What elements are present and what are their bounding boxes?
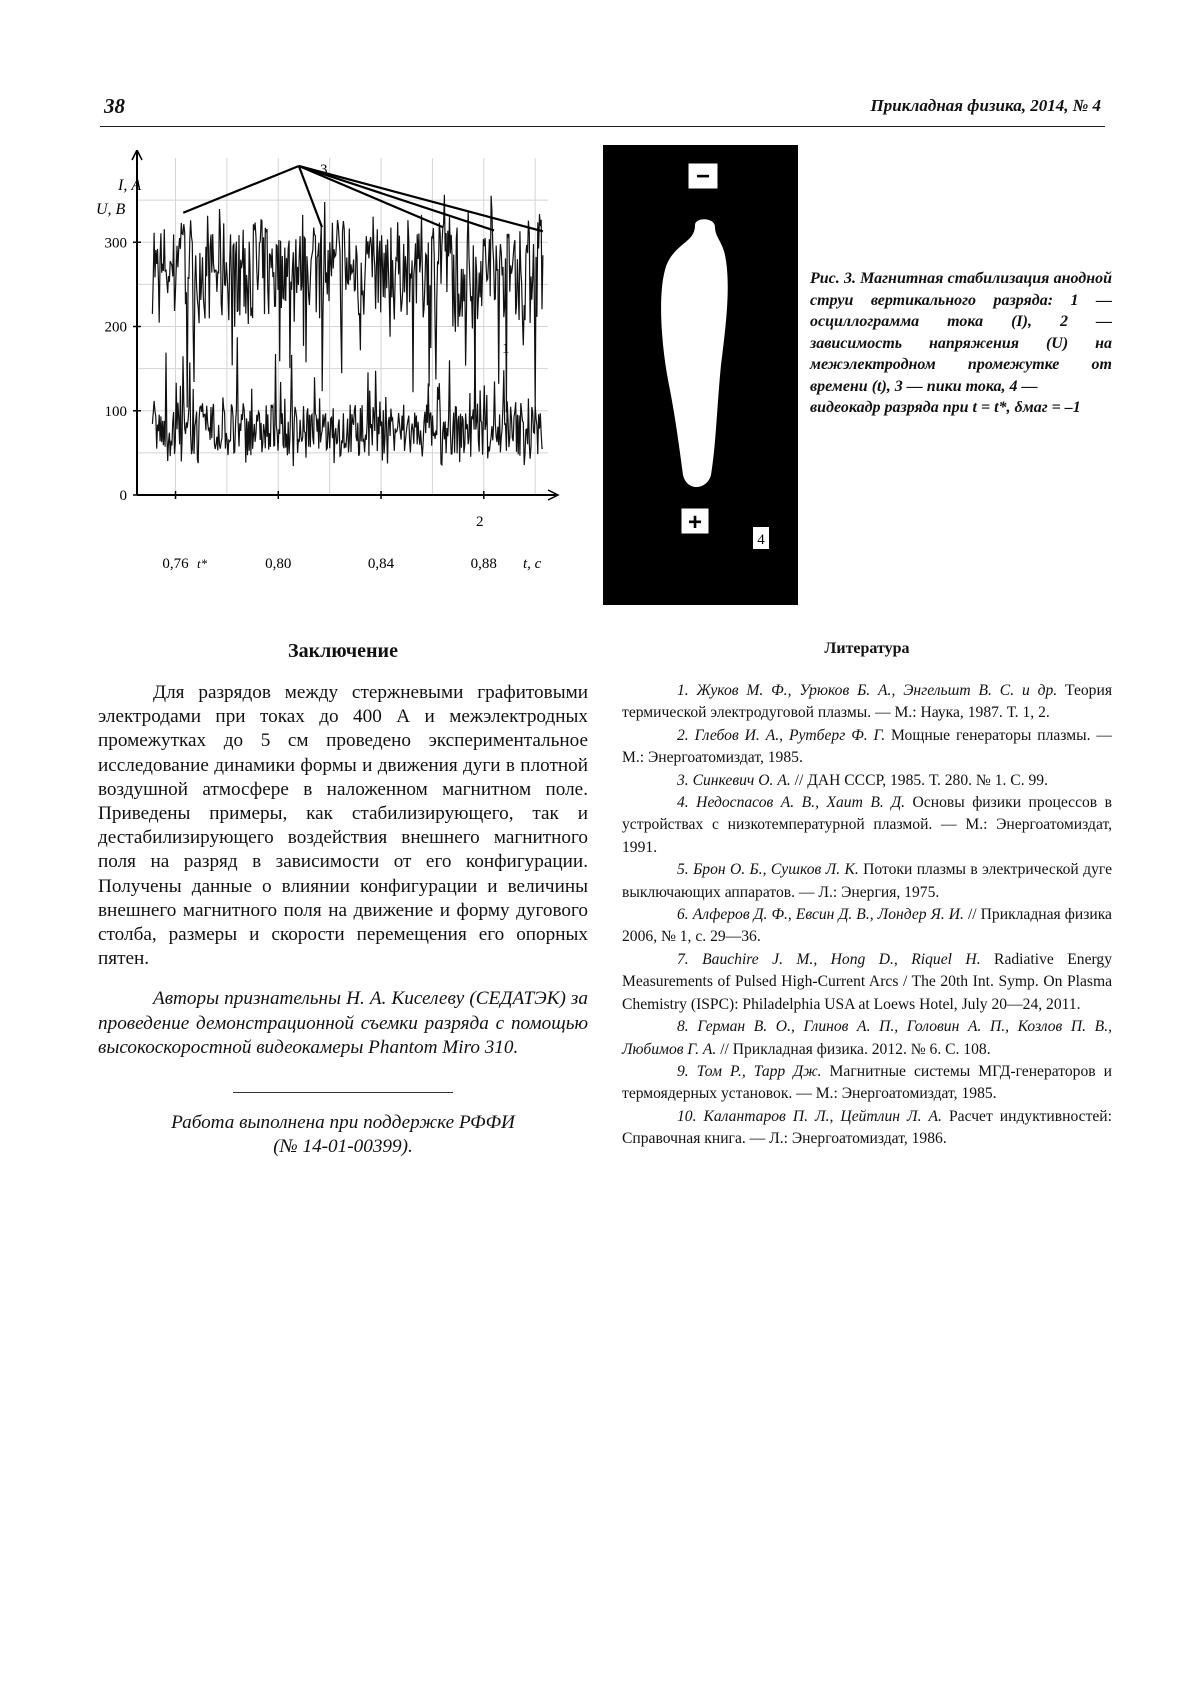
reference-authors: 4. Недоспасов А. В., Хаит В. Д.	[677, 794, 906, 812]
x-tick-label: 0,80	[265, 556, 292, 572]
separator-rule	[233, 1092, 453, 1093]
t-star-label: t*	[197, 556, 208, 571]
reference-item	[622, 770, 1112, 792]
peaks-label: 3	[320, 162, 328, 178]
reference-authors: 2. Глебов И. А., Рутберг Ф. Г.	[677, 726, 886, 744]
reference-item	[622, 680, 1112, 725]
reference-item	[622, 1016, 1112, 1061]
reference-authors: 9. Том Р., Тарр Дж.	[677, 1062, 822, 1080]
reference-authors: 6. Алферов Д. Ф., Евсин Д. В., Лондер Я. И.	[677, 906, 964, 924]
funding-line-2: (№ 14-01-00399).	[273, 1136, 413, 1158]
reference-text: Теория термической электродуговой плазмы. — М.: Наука, 1987. Т. 1, 2.	[622, 682, 1112, 722]
reference-authors: 3. Синкевич О. А.	[677, 771, 791, 789]
reference-item	[622, 1061, 1112, 1106]
reference-authors: 7. Bauchire J. M., Hong D., Riquel H.	[677, 950, 981, 968]
reference-item	[622, 792, 1112, 859]
reference-text: // ДАН СССР, 1985. Т. 280. № 1. С. 99.	[790, 771, 1048, 789]
reference-authors: 8. Герман В. О., Глинов А. П., Головин А. П., Козлов П. В., Любимов Г. А.	[622, 1018, 1112, 1058]
reference-text: Radiative Energy Measurements of Pulsed High-Current Arcs / The 20th Int. Symp. On Plasma Chemistry (ISPC): Philadelphia USA at Loews Hotel, July 20—24, 2011.	[622, 950, 1112, 1013]
reference-item	[622, 904, 1112, 949]
x-tick-label: 0,88	[470, 556, 497, 572]
voltage-signal	[152, 337, 543, 466]
references-column	[622, 640, 1112, 1151]
references-title: Литература	[824, 640, 910, 657]
reference-authors: 10. Калантаров П. Л., Цейтлин Л. А.	[677, 1107, 942, 1125]
minus-electrode-label: −	[695, 163, 711, 190]
oscillogram-chart	[90, 150, 610, 610]
reference-authors: 5. Брон О. Б., Сушков Л. К.	[677, 861, 859, 879]
journal-title: Прикладная физика, 2014, № 4	[870, 96, 1101, 115]
acknowledgement: Авторы признательны Н. А. Киселеву (СЕДАТЭК) за проведение демонстрационной съемки разряда с помощью высокоскоростной видеокамеры Phantom Miro 310.	[98, 988, 588, 1058]
peak-line	[299, 166, 494, 230]
caption-text: Рис. 3. Магнитная стабилизация анодной струи вертикального разряда: 1 — осциллограмма тока (I), 2 — зависимость напряжения (U) на межэлектродном промежутке от времени (t), 3 — пики тока, 4 —	[810, 270, 1112, 395]
peak-lines	[183, 166, 543, 231]
y-tick-label: 300	[104, 235, 127, 252]
page-header	[100, 92, 1105, 127]
series-2-label: 2	[476, 514, 484, 530]
reference-text: Основы физики процессов в устройствах с низкотемпературной плазмой. — М.: Энергоатомиздат, 1991.	[622, 794, 1112, 856]
reference-item	[622, 859, 1112, 904]
chart-axes	[105, 150, 559, 572]
reference-text: // Прикладная физика 2006, № 1, с. 29—36.	[622, 906, 1112, 946]
funding-line-1: Работа выполнена при поддержке РФФИ	[171, 1112, 515, 1134]
video-frame	[603, 145, 798, 605]
peak-line	[183, 166, 299, 213]
y-tick-label: 100	[104, 403, 127, 420]
x-tick-label: 0,84	[367, 556, 395, 572]
arc-plasma-shape	[661, 219, 728, 487]
caption-text-last: видеокадр разряда при t = t*, δмаг = –1	[810, 399, 1081, 416]
y-tick-label: 0	[119, 488, 127, 504]
conclusion-paragraph: Для разрядов между стержневыми графитовыми электродами при токах до 400 А и межэлектродных промежутках до 5 см проведено экспериментальное исследование динамики формы и движения дуги в плотной воздушной атмосфере в наложенном магнитном поле. Приведены примеры, как стабилизирующего, так и дестабилизирующего воздействия внешнего магнитного поля на разряд в зависимости от его конфигурации. Получены данные о влиянии конфигурации и величины внешнего магнитного поля на движение и форму дугового столба, размеры и скорости перемещения его опорных пятен.	[98, 682, 588, 970]
conclusion-title: Заключение	[288, 640, 398, 662]
frame-number: 4	[757, 532, 765, 548]
plus-electrode-label: +	[687, 509, 703, 536]
y-axis-label-current: I, А	[118, 177, 142, 194]
reference-item	[622, 725, 1112, 770]
reference-text: // Прикладная физика. 2012. № 6. С. 108.	[716, 1040, 991, 1058]
figure-caption	[810, 268, 1112, 419]
y-tick-label: 200	[104, 319, 127, 336]
x-tick-label: 0,76	[162, 556, 189, 572]
reference-text: Расчет индуктивностей: Справочная книга. — Л.: Энергоатомиздат, 1986.	[622, 1107, 1112, 1148]
x-axis-label: t, с	[523, 556, 542, 572]
reference-authors: 1. Жуков М. Ф., Урюков Б. А., Энгельшт В. С. и др.	[677, 682, 1058, 699]
reference-text: Потоки плазмы в электрической дуге выключающих аппаратов. — Л.: Энергия, 1975.	[622, 861, 1113, 901]
chart-series	[152, 195, 543, 466]
reference-text: Магнитные системы МГД-генераторов и термоядерных установок. — М.: Энергоатомиздат, 1985.	[622, 1062, 1112, 1103]
series-1-label: 1	[502, 341, 510, 357]
conclusion-column	[98, 640, 588, 1159]
y-axis-label-voltage: U, В	[96, 201, 126, 218]
reference-text: Мощные генераторы плазмы. — М.: Энергоатомиздат, 1985.	[622, 726, 1112, 767]
reference-item	[622, 949, 1112, 1016]
page-number: 38	[104, 94, 125, 118]
reference-item	[622, 1106, 1112, 1151]
